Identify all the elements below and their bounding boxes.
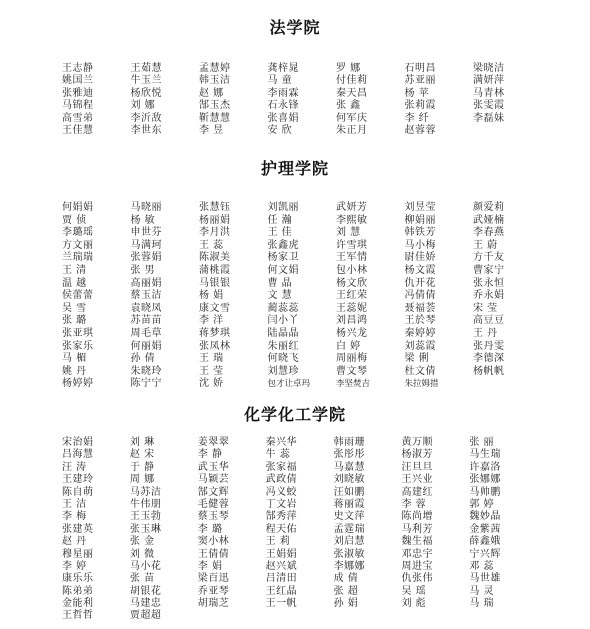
name-entry: 包才让卓玛 xyxy=(267,379,311,390)
name-entry: 包小林 xyxy=(336,264,368,276)
name-entry: 马苏洁 xyxy=(129,486,162,498)
name-entry: 张 鑫 xyxy=(336,100,361,112)
name-entry: 马颖芸 xyxy=(197,474,230,486)
name-entry: 陈弟弟 xyxy=(62,585,94,597)
name-entry: 陈尚增 xyxy=(401,511,433,523)
name-entry: 马满珂 xyxy=(130,239,162,251)
name-entry: 方千友 xyxy=(473,252,505,264)
name-entry: 高建红 xyxy=(401,486,433,498)
name-entry: 蒋丽霞 xyxy=(333,498,366,510)
name-entry: 刘昌鸿 xyxy=(336,315,368,327)
name-entry: 王娟娟 xyxy=(265,548,298,560)
name-entry: 刘 彪 xyxy=(401,598,427,610)
name-entry: 马 楣 xyxy=(62,353,87,365)
name-entry: 杨 苹 xyxy=(404,87,430,99)
name-entry: 陈自萌 xyxy=(62,486,94,498)
name-entry: 高豆豆 xyxy=(473,315,505,327)
name-entry: 吴 瑶 xyxy=(401,585,427,597)
name-entry: 曹家宁 xyxy=(473,264,505,276)
name-entry: 王志静 xyxy=(62,63,94,74)
name-entry: 王红晶 xyxy=(265,585,298,597)
name-entry: 满妍萍 xyxy=(473,75,505,87)
name-entry: 聂福荟 xyxy=(404,302,436,314)
name-entry: 龚梓晁 xyxy=(267,63,299,74)
name-entry: 韩玉洁 xyxy=(199,75,231,87)
name-entry: 张 超 xyxy=(333,585,359,597)
name-entry: 秦兴华 xyxy=(265,437,298,448)
name-entry: 杨婷婷 xyxy=(62,378,94,390)
name-entry: 乔永娟 xyxy=(473,290,505,302)
name-entry: 李熙敏 xyxy=(336,214,368,226)
name-entry: 梁百迅 xyxy=(197,573,230,585)
name-entry: 李 蓉 xyxy=(401,498,427,510)
name-entry: 陈淑美 xyxy=(199,252,231,264)
name-entry: 李沂敌 xyxy=(130,112,162,124)
name-entry: 刘慧珍 xyxy=(267,365,299,377)
name-list-chemistry xyxy=(62,437,537,623)
name-entry: 王建玲 xyxy=(62,474,94,486)
name-entry: 杨文霞 xyxy=(404,264,436,276)
name-entry: 任 瀚 xyxy=(267,214,293,226)
name-entry: 赵兴斌 xyxy=(265,560,298,572)
name-entry: 许嘉洛 xyxy=(469,461,501,473)
name-entry: 侯蕾蕾 xyxy=(62,290,94,302)
name-entry: 李 静 xyxy=(197,449,223,461)
name-entry: 王红荣 xyxy=(336,290,368,302)
name-entry: 马利芳 xyxy=(401,523,433,535)
name-entry: 何丽娟 xyxy=(130,340,162,352)
name-entry: 韩雨珊 xyxy=(333,437,366,448)
name-entry: 孟慧婷 xyxy=(199,63,231,74)
name-entry: 史文萍 xyxy=(333,511,366,523)
name-entry: 杨淑芳 xyxy=(401,449,433,461)
name-entry: 李娜娜 xyxy=(333,560,366,572)
name-entry: 苏亚丽 xyxy=(404,75,436,87)
name-entry: 马小梅 xyxy=(404,239,436,251)
name-entry: 刘蕊霞 xyxy=(404,340,436,352)
name-entry: 李 洋 xyxy=(199,315,224,327)
name-entry: 张彤彤 xyxy=(333,449,366,461)
name-entry: 王佳慧 xyxy=(62,124,94,136)
name-entry: 张凤林 xyxy=(199,340,231,352)
name-entry: 张家福 xyxy=(265,461,298,473)
name-list-law xyxy=(62,63,542,137)
name-entry: 李 纤 xyxy=(404,112,430,124)
name-entry: 仇张伟 xyxy=(401,573,433,585)
name-entry: 申世芬 xyxy=(130,227,162,239)
name-entry: 李 璐 xyxy=(197,523,223,535)
name-entry: 汪 涛 xyxy=(62,461,87,473)
name-entry: 姚 丹 xyxy=(62,365,87,377)
name-entry: 曹文琴 xyxy=(336,365,368,377)
name-entry: 赵 娜 xyxy=(199,87,224,99)
name-entry: 李 昱 xyxy=(199,124,224,136)
name-entry: 柳娟丽 xyxy=(404,214,436,226)
name-entry: 魏生福 xyxy=(401,536,433,548)
name-entry: 于 静 xyxy=(129,461,155,473)
name-entry: 王 瑞 xyxy=(199,353,224,365)
name-entry: 武妍芳 xyxy=(336,202,368,213)
name-entry: 马青林 xyxy=(473,87,505,99)
name-entry: 毛健蓉 xyxy=(197,498,230,510)
name-entry: 王一帆 xyxy=(265,598,298,610)
name-entry: 张玉琳 xyxy=(129,523,162,535)
name-entry: 蒋梦琪 xyxy=(199,327,231,339)
name-entry: 马 灵 xyxy=(469,585,495,597)
name-entry: 王哲哲 xyxy=(62,610,94,622)
name-entry: 杨欣悦 xyxy=(130,87,162,99)
name-entry: 杜文倩 xyxy=(404,365,436,377)
name-entry: 马银银 xyxy=(199,277,231,289)
name-entry: 金能利 xyxy=(62,598,94,610)
name-entry: 王 蔚 xyxy=(473,239,498,251)
name-entry: 马 童 xyxy=(267,75,293,87)
name-entry: 罗 娜 xyxy=(336,63,361,74)
name-entry: 赵 宋 xyxy=(129,449,155,461)
name-entry: 马建忠 xyxy=(129,598,162,610)
name-entry: 邓 蕊 xyxy=(469,560,495,572)
name-entry: 尉佳娇 xyxy=(404,252,436,264)
name-entry: 蒲桃霞 xyxy=(199,264,231,276)
name-entry: 刘昱莹 xyxy=(404,202,436,213)
name-entry: 张鑫虎 xyxy=(267,239,299,251)
name-entry: 武政倩 xyxy=(265,474,298,486)
name-entry: 安 欣 xyxy=(267,124,293,136)
name-entry: 秦天昌 xyxy=(336,87,368,99)
name-entry: 王於琴 xyxy=(404,315,436,327)
name-entry: 刘凯丽 xyxy=(267,202,299,213)
name-entry: 兰瑞瑞 xyxy=(62,252,94,264)
name-entry: 马世雄 xyxy=(469,573,501,585)
name-entry: 孙 娟 xyxy=(333,598,359,610)
name-entry: 张慧钰 xyxy=(199,202,231,213)
name-entry: 朱晓玲 xyxy=(130,365,162,377)
name-entry: 王 洁 xyxy=(62,498,87,510)
name-entry: 周进宝 xyxy=(401,560,433,572)
name-entry: 刘 慧 xyxy=(336,227,361,239)
name-entry: 贾超超 xyxy=(129,610,162,622)
name-entry: 王 莹 xyxy=(199,365,224,377)
name-entry: 李德深 xyxy=(473,353,505,365)
name-entry: 郜玉杰 xyxy=(199,100,231,112)
name-entry: 张雅迪 xyxy=(62,87,94,99)
name-entry: 马 瑞 xyxy=(469,598,495,610)
name-entry: 王 清 xyxy=(62,264,87,276)
section-title-nursing: 护理学院 xyxy=(260,159,329,178)
name-entry: 张喜娟 xyxy=(267,112,299,124)
name-entry: 马帅鹏 xyxy=(469,486,501,498)
name-entry: 穆星丽 xyxy=(62,548,94,560)
name-entry: 杨兴龙 xyxy=(336,327,368,339)
name-entry: 马嘉慧 xyxy=(333,461,366,473)
name-entry: 马晓丽 xyxy=(130,202,162,213)
name-entry: 方文丽 xyxy=(62,239,94,251)
name-entry: 王 丹 xyxy=(473,327,498,339)
name-entry: 冯倩倩 xyxy=(404,290,436,302)
name-entry: 杨 娟 xyxy=(199,290,224,302)
name-entry: 冯义蛟 xyxy=(265,486,298,498)
name-entry: 薛鑫娥 xyxy=(469,536,501,548)
name-entry: 张 璐 xyxy=(62,315,87,327)
name-entry: 白 婷 xyxy=(336,340,361,352)
name-entry: 武娅楠 xyxy=(473,214,505,226)
name-entry: 王 蕊 xyxy=(199,239,224,251)
section-title-law: 法学院 xyxy=(269,18,321,37)
name-entry: 何娟娟 xyxy=(62,202,94,213)
name-entry: 王蕊妮 xyxy=(336,302,368,314)
name-entry: 王军情 xyxy=(336,252,368,264)
name-entry: 梁 俐 xyxy=(404,353,430,365)
name-entry: 赵蓉蓉 xyxy=(404,124,436,136)
name-entry: 乔亚琴 xyxy=(197,585,230,597)
name-entry: 贾 侦 xyxy=(62,214,87,226)
name-entry: 郭 婷 xyxy=(469,498,495,510)
name-entry: 陈宁宁 xyxy=(130,378,162,390)
name-entry: 宋治娟 xyxy=(62,437,94,448)
name-entry: 张 男 xyxy=(130,264,156,276)
name-entry: 康乐乐 xyxy=(62,573,94,585)
name-entry: 金紫茜 xyxy=(469,523,501,535)
name-entry: 张莉霞 xyxy=(404,100,436,112)
name-entry: 付佳莉 xyxy=(336,75,368,87)
name-entry: 成 倩 xyxy=(333,573,359,585)
name-entry: 许雪琪 xyxy=(336,239,368,251)
name-entry: 刘晓敏 xyxy=(333,474,366,486)
name-entry: 姜翠翠 xyxy=(197,437,230,448)
name-entry: 康文雪 xyxy=(199,302,231,314)
name-entry: 李磊妹 xyxy=(473,112,505,124)
name-entry: 何军庆 xyxy=(336,112,368,124)
name-entry: 孟霆瑞 xyxy=(333,523,366,535)
name-entry: 刘 娜 xyxy=(130,100,156,112)
name-entry: 黄万顺 xyxy=(401,437,433,448)
name-entry: 邓忠宇 xyxy=(401,548,433,560)
name-entry: 王玉勃 xyxy=(129,511,162,523)
name-entry: 朱丽红 xyxy=(267,340,299,352)
name-entry: 周丽梅 xyxy=(336,353,368,365)
section-title-chemistry: 化学化工学院 xyxy=(243,405,346,424)
name-entry: 石永锋 xyxy=(267,100,299,112)
name-entry: 周 娜 xyxy=(129,474,155,486)
name-entry: 魏妙晶 xyxy=(469,511,501,523)
name-entry: 马锦程 xyxy=(62,100,94,112)
name-entry: 颜爱莉 xyxy=(473,202,505,213)
name-entry: 张永恒 xyxy=(473,277,505,289)
name-entry: 李 婷 xyxy=(62,560,87,572)
name-entry: 石明昌 xyxy=(404,63,436,74)
name-entry: 牛 蕊 xyxy=(265,449,291,461)
name-list-nursing xyxy=(62,202,542,391)
name-entry: 王 莉 xyxy=(265,536,291,548)
name-entry: 胡瑞芝 xyxy=(197,598,230,610)
name-entry: 曹 晶 xyxy=(267,277,293,289)
name-entry: 闫小丫 xyxy=(267,315,299,327)
name-entry: 李 娟 xyxy=(197,560,223,572)
name-entry: 郜文辉 xyxy=(197,486,230,498)
name-entry: 张蓉娟 xyxy=(130,252,162,264)
name-entry: 张 苗 xyxy=(129,573,155,585)
name-entry: 张淑敏 xyxy=(333,548,366,560)
name-entry: 孙 倩 xyxy=(130,353,156,365)
name-entry: 李春燕 xyxy=(473,227,505,239)
name-entry: 吕清田 xyxy=(265,573,298,585)
name-entry: 高雪弟 xyxy=(62,112,94,124)
name-entry: 李璐瑶 xyxy=(62,227,94,239)
name-entry: 周毛草 xyxy=(130,327,162,339)
name-entry: 杨家卫 xyxy=(267,252,299,264)
name-entry: 刘 微 xyxy=(129,548,155,560)
name-entry: 蔡玉洁 xyxy=(130,290,162,302)
name-entry: 杨文欣 xyxy=(336,277,368,289)
name-entry: 程天佑 xyxy=(265,523,298,535)
name-entry: 朱正月 xyxy=(336,124,368,136)
name-entry: 赵 丹 xyxy=(62,536,87,548)
name-entry: 张丹雯 xyxy=(473,340,505,352)
name-entry: 李月洪 xyxy=(199,227,231,239)
name-entry: 牛玉兰 xyxy=(130,75,162,87)
name-entry: 陆晶晶 xyxy=(267,327,299,339)
name-entry: 沈 娇 xyxy=(199,378,224,390)
name-entry: 何文娟 xyxy=(267,264,299,276)
name-entry: 张 丽 xyxy=(469,437,495,448)
name-entry: 杨 敏 xyxy=(130,214,156,226)
name-entry: 牛伟朋 xyxy=(129,498,162,510)
name-entry: 蔺蕊蕊 xyxy=(267,302,299,314)
name-entry: 李坚焚吉 xyxy=(336,379,371,390)
name-entry: 文 慧 xyxy=(267,290,293,302)
name-entry: 郜秀萍 xyxy=(265,511,298,523)
name-entry: 吴 雪 xyxy=(62,302,87,314)
name-entry: 吕海慧 xyxy=(62,449,94,461)
name-entry: 温 越 xyxy=(62,277,87,289)
name-entry: 靳慧慧 xyxy=(199,112,231,124)
name-entry: 姚国兰 xyxy=(62,75,94,87)
name-entry: 李 梅 xyxy=(62,511,87,523)
name-entry: 张家乐 xyxy=(62,340,94,352)
name-entry: 何晓飞 xyxy=(267,353,299,365)
name-entry: 宁兴辉 xyxy=(469,548,501,560)
name-entry: 仇开花 xyxy=(404,277,436,289)
name-entry: 张娜娜 xyxy=(469,474,501,486)
name-entry: 梁晓洁 xyxy=(473,63,505,74)
name-entry: 马生瑞 xyxy=(469,449,501,461)
name-entry: 杨丽娟 xyxy=(199,214,231,226)
name-entry: 马小花 xyxy=(129,560,162,572)
name-entry: 王倩倩 xyxy=(197,548,230,560)
name-entry: 蔡玉琴 xyxy=(197,511,230,523)
name-entry: 袁晓凤 xyxy=(130,302,162,314)
name-entry: 张建英 xyxy=(62,523,94,535)
name-entry: 高丽娟 xyxy=(130,277,162,289)
name-entry: 韩铁芳 xyxy=(404,227,436,239)
name-entry: 张亚琪 xyxy=(62,327,94,339)
name-entry: 张 金 xyxy=(129,536,155,548)
name-entry: 张雯霞 xyxy=(473,100,505,112)
name-entry: 李世东 xyxy=(130,124,162,136)
name-entry: 窦小林 xyxy=(197,536,230,548)
name-entry: 汪旦旦 xyxy=(401,461,433,473)
name-entry: 汪如鹏 xyxy=(333,486,366,498)
name-entry: 王兴业 xyxy=(401,474,433,486)
name-entry: 丁文岩 xyxy=(265,498,298,510)
name-entry: 宋 莹 xyxy=(473,302,498,314)
name-entry: 苏苗苗 xyxy=(130,315,162,327)
name-entry: 武玉华 xyxy=(197,461,230,473)
name-entry: 刘 琳 xyxy=(129,437,155,448)
name-entry: 刘启慧 xyxy=(333,536,366,548)
name-entry: 王茹慧 xyxy=(130,63,162,74)
name-entry: 秦婷婷 xyxy=(404,327,436,339)
name-entry: 胡银花 xyxy=(129,585,162,597)
name-entry: 杨帆帆 xyxy=(473,365,505,377)
name-entry: 朱拉姆措 xyxy=(404,379,439,390)
name-entry: 李雨霖 xyxy=(267,87,299,99)
name-entry: 王 佳 xyxy=(267,227,293,239)
